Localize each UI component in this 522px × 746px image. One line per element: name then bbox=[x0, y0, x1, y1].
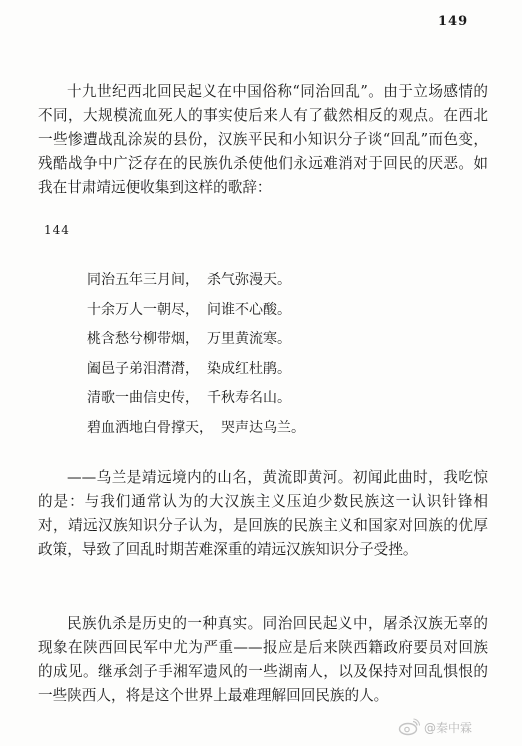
poem-line bbox=[87, 414, 305, 444]
poem-line bbox=[87, 325, 305, 355]
poem-line bbox=[87, 266, 305, 296]
poem-line-second-half: 千秋寿名山。 bbox=[207, 390, 291, 406]
poem-line bbox=[87, 296, 305, 326]
watermark-handle: @秦中霖 bbox=[424, 720, 473, 735]
weibo-logo-icon bbox=[398, 718, 420, 736]
poem-line-first-half: 同治五年三月间， bbox=[87, 272, 199, 288]
poem-line-second-half: 问谁不心酸。 bbox=[207, 301, 291, 318]
poem-line-second-half: 染成红杜鹃。 bbox=[207, 360, 291, 377]
page-number: 149 bbox=[438, 14, 469, 29]
poem-line-first-half: 桃含愁兮柳带烟， bbox=[87, 331, 199, 347]
poem-line-first-half: 清歌一曲信史传， bbox=[87, 390, 199, 406]
paragraph-intro: 十九世纪西北回民起义在中国俗称“同治回乱”。由于立场感情的不同，大规模流血死人的事实使后来人有了截然相反的观点。在西北一些惨遭战乱涂炭的县份，汉族平民和小知识分子谈“回乱”而色变，残酷战争中广泛存在的民族仇杀使他们永远难消对于回民的厌恶。如我在甘肃靖远便收集到这样的歌辞： bbox=[38, 83, 488, 196]
poem-line-first-half: 十余万人一朝尽， bbox=[87, 301, 199, 318]
poem-line-first-half: 阖邑子弟泪潸潸， bbox=[87, 360, 199, 377]
poem-line-second-half: 万里黄流寒。 bbox=[207, 331, 291, 347]
inner-page-marker: 144 bbox=[44, 223, 70, 237]
poem-line bbox=[87, 355, 305, 385]
poem-line-second-half: 杀气弥漫天。 bbox=[207, 272, 291, 288]
weibo-watermark bbox=[398, 718, 472, 736]
poem-line bbox=[87, 384, 305, 414]
poem-line-first-half: 碧血洒地白骨撑天， bbox=[87, 419, 213, 436]
paragraph-conclusion: 民族仇杀是历史的一种真实。同治回民起义中，屠杀汉族无辜的现象在陕西回民军中尤为严重——报应是后来陕西籍政府要员对回族的成见。继承刽子手湘军遗风的一些湖南人，以及保持对回乱惧恨的一些陕西人，将是这个世界上最难理解回回民族的人。 bbox=[38, 615, 488, 704]
poem bbox=[87, 266, 305, 443]
poem-line-second-half: 哭声达乌兰。 bbox=[221, 419, 305, 436]
paragraph-commentary: ——乌兰是靖远境内的山名，黄流即黄河。初闻此曲时，我吃惊的是：与我们通常认为的大汉族主义压迫少数民族这一认识针锋相对，靖远汉族知识分子认为，是回族的民族主义和国家对回族的优厚政策，导致了回乱时期苦难深重的靖远汉族知识分子受挫。 bbox=[38, 469, 488, 558]
